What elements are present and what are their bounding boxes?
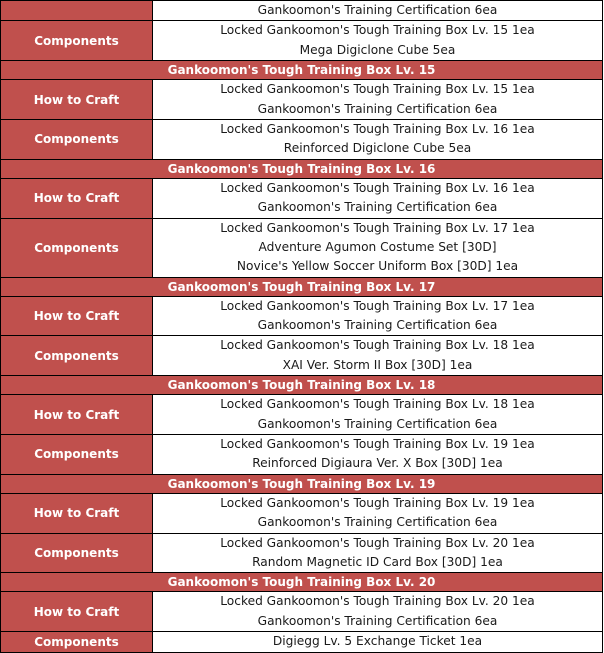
- item-line: Locked Gankoomon's Tough Training Box Lv. 20 1ea: [220, 535, 535, 550]
- item-line: Locked Gankoomon's Tough Training Box Lv. 15 1ea: [220, 82, 535, 97]
- row-items-cell: [153, 218, 603, 277]
- item-line: Digiegg Lv. 5 Exchange Ticket 1ea: [272, 634, 483, 649]
- item-line: XAI Ver. Storm II Box [30D] 1ea: [282, 357, 473, 372]
- row-label: How to Craft: [1, 80, 153, 120]
- row-label: [1, 1, 153, 21]
- row-label: Components: [1, 21, 153, 61]
- table-row: [1, 592, 603, 632]
- row-items-cell: [153, 178, 603, 218]
- item-line: Random Magnetic ID Card Box [30D] 1ea: [252, 554, 503, 569]
- row-items-cell: [153, 632, 603, 652]
- item-line: Locked Gankoomon's Tough Training Box Lv. 16 1ea: [220, 121, 535, 136]
- item-line: Gankoomon's Training Certification 6ea: [257, 416, 498, 431]
- section-header-row: [1, 376, 603, 395]
- row-items-cell: [153, 336, 603, 376]
- item-line: Locked Gankoomon's Tough Training Box Lv. 17 1ea: [220, 220, 535, 235]
- item-line: Locked Gankoomon's Tough Training Box Lv. 19 1ea: [220, 495, 535, 510]
- row-label: How to Craft: [1, 592, 153, 632]
- row-items-cell: [153, 592, 603, 632]
- row-items-cell: [153, 80, 603, 120]
- item-line: Gankoomon's Training Certification 6ea: [257, 515, 498, 530]
- row-items-cell: [153, 435, 603, 475]
- section-header-row: [1, 159, 603, 178]
- row-label: Components: [1, 218, 153, 277]
- item-line: Locked Gankoomon's Tough Training Box Lv. 16 1ea: [220, 180, 535, 195]
- item-line: Reinforced Digiaura Ver. X Box [30D] 1ea: [252, 456, 503, 471]
- row-items-cell: [153, 533, 603, 573]
- item-line: Novice's Yellow Soccer Uniform Box [30D] 1ea: [236, 259, 519, 274]
- section-header-title: Gankoomon's Tough Training Box Lv. 19: [1, 474, 603, 493]
- item-line: Locked Gankoomon's Tough Training Box Lv. 20 1ea: [220, 594, 535, 609]
- item-line: Gankoomon's Training Certification 6ea: [257, 101, 498, 116]
- row-label: How to Craft: [1, 296, 153, 336]
- section-header-title: Gankoomon's Tough Training Box Lv. 18: [1, 376, 603, 395]
- row-items-cell: [153, 21, 603, 61]
- crafting-table-body: [1, 1, 603, 653]
- table-row: [1, 435, 603, 475]
- table-row: [1, 493, 603, 533]
- row-items-cell: [153, 119, 603, 159]
- row-items-cell: [153, 296, 603, 336]
- section-header-title: Gankoomon's Tough Training Box Lv. 16: [1, 159, 603, 178]
- table-row: [1, 336, 603, 376]
- row-label: Components: [1, 435, 153, 475]
- table-row: [1, 80, 603, 120]
- row-label: Components: [1, 336, 153, 376]
- table-row: [1, 218, 603, 277]
- item-line: Locked Gankoomon's Tough Training Box Lv. 18 1ea: [220, 338, 535, 353]
- table-row: [1, 178, 603, 218]
- item-line: Gankoomon's Training Certification 6ea: [257, 200, 498, 215]
- item-line: Locked Gankoomon's Tough Training Box Lv. 19 1ea: [220, 437, 535, 452]
- row-label: Components: [1, 119, 153, 159]
- item-line: Locked Gankoomon's Tough Training Box Lv. 17 1ea: [220, 298, 535, 313]
- table-row: [1, 1, 603, 21]
- row-label: How to Craft: [1, 493, 153, 533]
- item-line: Adventure Agumon Costume Set [30D]: [258, 239, 497, 254]
- row-label: How to Craft: [1, 395, 153, 435]
- item-line: Gankoomon's Training Certification 6ea: [257, 3, 498, 17]
- section-header-row: [1, 573, 603, 592]
- item-line: Reinforced Digiclone Cube 5ea: [283, 141, 472, 156]
- table-row: [1, 395, 603, 435]
- item-line: Gankoomon's Training Certification 6ea: [257, 318, 498, 333]
- section-header-title: Gankoomon's Tough Training Box Lv. 17: [1, 277, 603, 296]
- table-row: [1, 119, 603, 159]
- row-items-cell: [153, 493, 603, 533]
- row-label: Components: [1, 533, 153, 573]
- item-line: Locked Gankoomon's Tough Training Box Lv. 18 1ea: [220, 397, 535, 412]
- section-header-title: Gankoomon's Tough Training Box Lv. 20: [1, 573, 603, 592]
- section-header-title: Gankoomon's Tough Training Box Lv. 15: [1, 61, 603, 80]
- item-line: Mega Digiclone Cube 5ea: [299, 42, 456, 57]
- row-items-cell: [153, 1, 603, 21]
- table-row: [1, 296, 603, 336]
- section-header-row: [1, 474, 603, 493]
- table-row: [1, 21, 603, 61]
- row-items-cell: [153, 395, 603, 435]
- row-label: Components: [1, 632, 153, 652]
- row-label: How to Craft: [1, 178, 153, 218]
- section-header-row: [1, 61, 603, 80]
- item-line: Gankoomon's Training Certification 6ea: [257, 613, 498, 628]
- section-header-row: [1, 277, 603, 296]
- table-row: [1, 632, 603, 652]
- item-line: Locked Gankoomon's Tough Training Box Lv. 15 1ea: [220, 23, 535, 38]
- table-row: [1, 533, 603, 573]
